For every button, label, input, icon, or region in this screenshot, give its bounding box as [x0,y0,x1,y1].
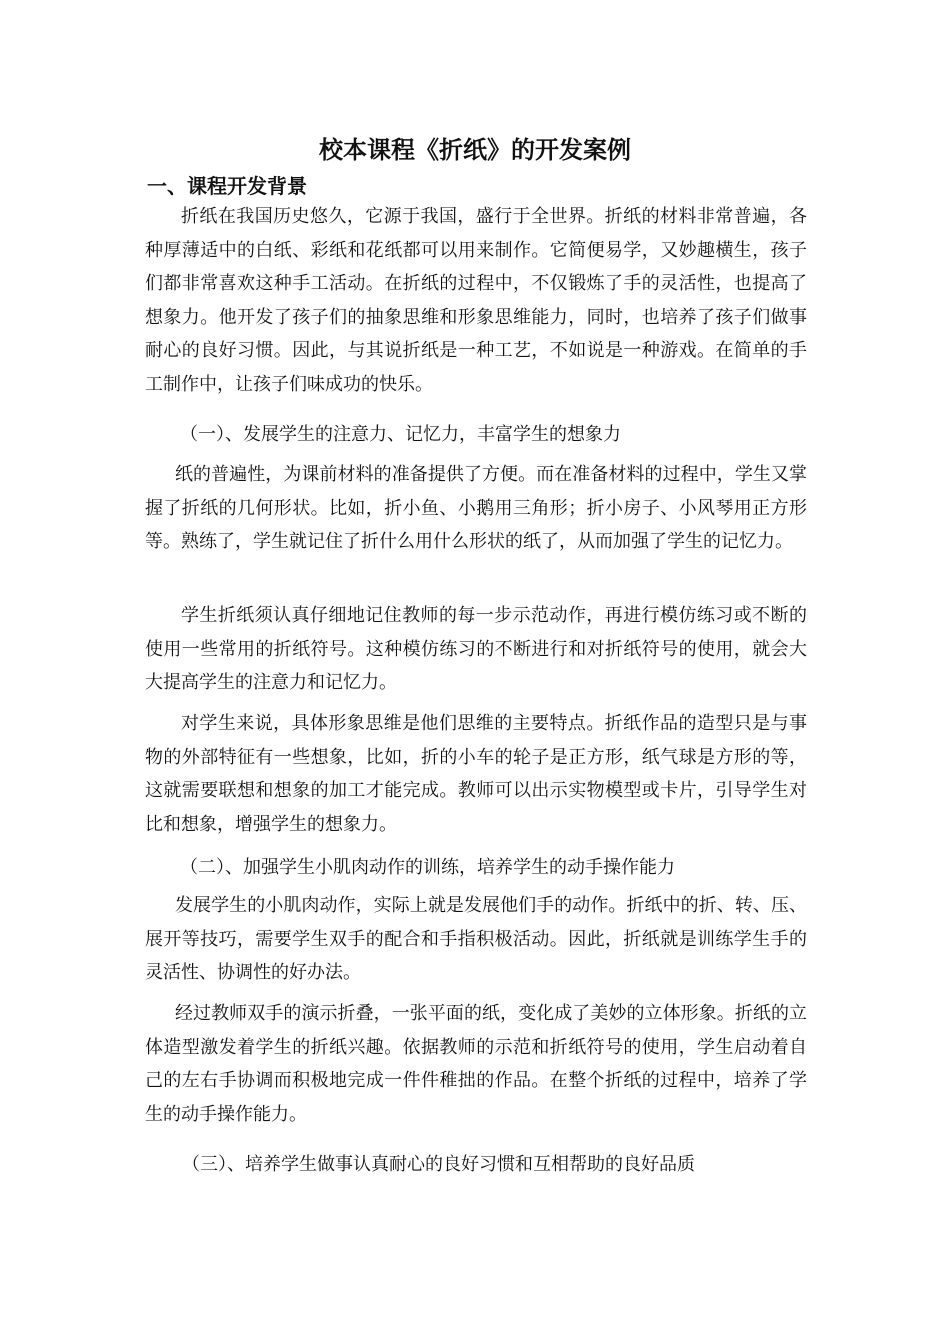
subheading-2: （二）、加强学生小肌肉动作的训练，培养学生的动手操作能力 [180,857,675,878]
paragraph-muscle: 发展学生的小肌肉动作，实际上就是发展他们手的动作。折纸中的折、转、压、展开等技巧，需要学生双手的配合和手指积极活动。因此，折纸就是训练学生手的灵活性、协调性的好办法。 [145,895,807,983]
subheading-3: （三）、培养学生做事认真耐心的良好习惯和互相帮助的良好品质 [182,1154,695,1175]
paragraph-materials: 纸的普遍性，为课前材料的准备提供了方便。而在准备材料的过程中，学生又掌握了折纸的几何形状。比如，折小鱼、小鹅用三角形；折小房子、小风琴用正方形等。熟练了，学生就记住了折什么用什么形状的纸了，从而加强了学生的记忆力。 [145,464,807,552]
paragraph-demonstration: 经过教师双手的演示折叠，一张平面的纸，变化成了美妙的立体形象。折纸的立体造型激发着学生的折纸兴趣。依据教师的示范和折纸符号的使用，学生启动着自己的左右手协调而积极地完成一件件稚拙的作品。在整个折纸的过程中，培养了学生的动手操作能力。 [145,1003,807,1125]
paragraph-attention: 学生折纸须认真仔细地记住教师的每一步示范动作，再进行模仿练习或不断的使用一些常用的折纸符号。这种模仿练习的不断进行和对折纸符号的使用，就会大大提高学生的注意力和记忆力。 [145,605,807,693]
paragraph-imagination: 对学生来说，具体形象思维是他们思维的主要特点。折纸作品的造型只是与事物的外部特征有一些想象，比如，折的小车的轮子是正方形，纸气球是方形的等，这就需要联想和想象的加工才能完成。教师可以出示实物模型或卡片，引导学生对比和想象，增强学生的想象力。 [145,713,807,835]
paragraph-background: 折纸在我国历史悠久，它源于我国，盛行于全世界。折纸的材料非常普遍，各种厚薄适中的白纸、彩纸和花纸都可以用来制作。它简便易学，又妙趣横生，孩子们都非常喜欢这种手工活动。在折纸的过程中，不仅锻炼了手的灵活性，也提高了想象力。他开发了孩子们的抽象思维和形象思维能力，同时，也培养了孩子们做事耐心的良好习惯。因此，与其说折纸是一种工艺，不如说是一种游戏。在简单的手工制作中，让孩子们味成功的快乐。 [145,206,807,395]
document-title: 校本课程《折纸》的开发案例 [319,136,631,164]
section-heading: 一、课程开发背景 [147,174,307,198]
subheading-1: （一）、发展学生的注意力、记忆力，丰富学生的想象力 [180,424,621,445]
